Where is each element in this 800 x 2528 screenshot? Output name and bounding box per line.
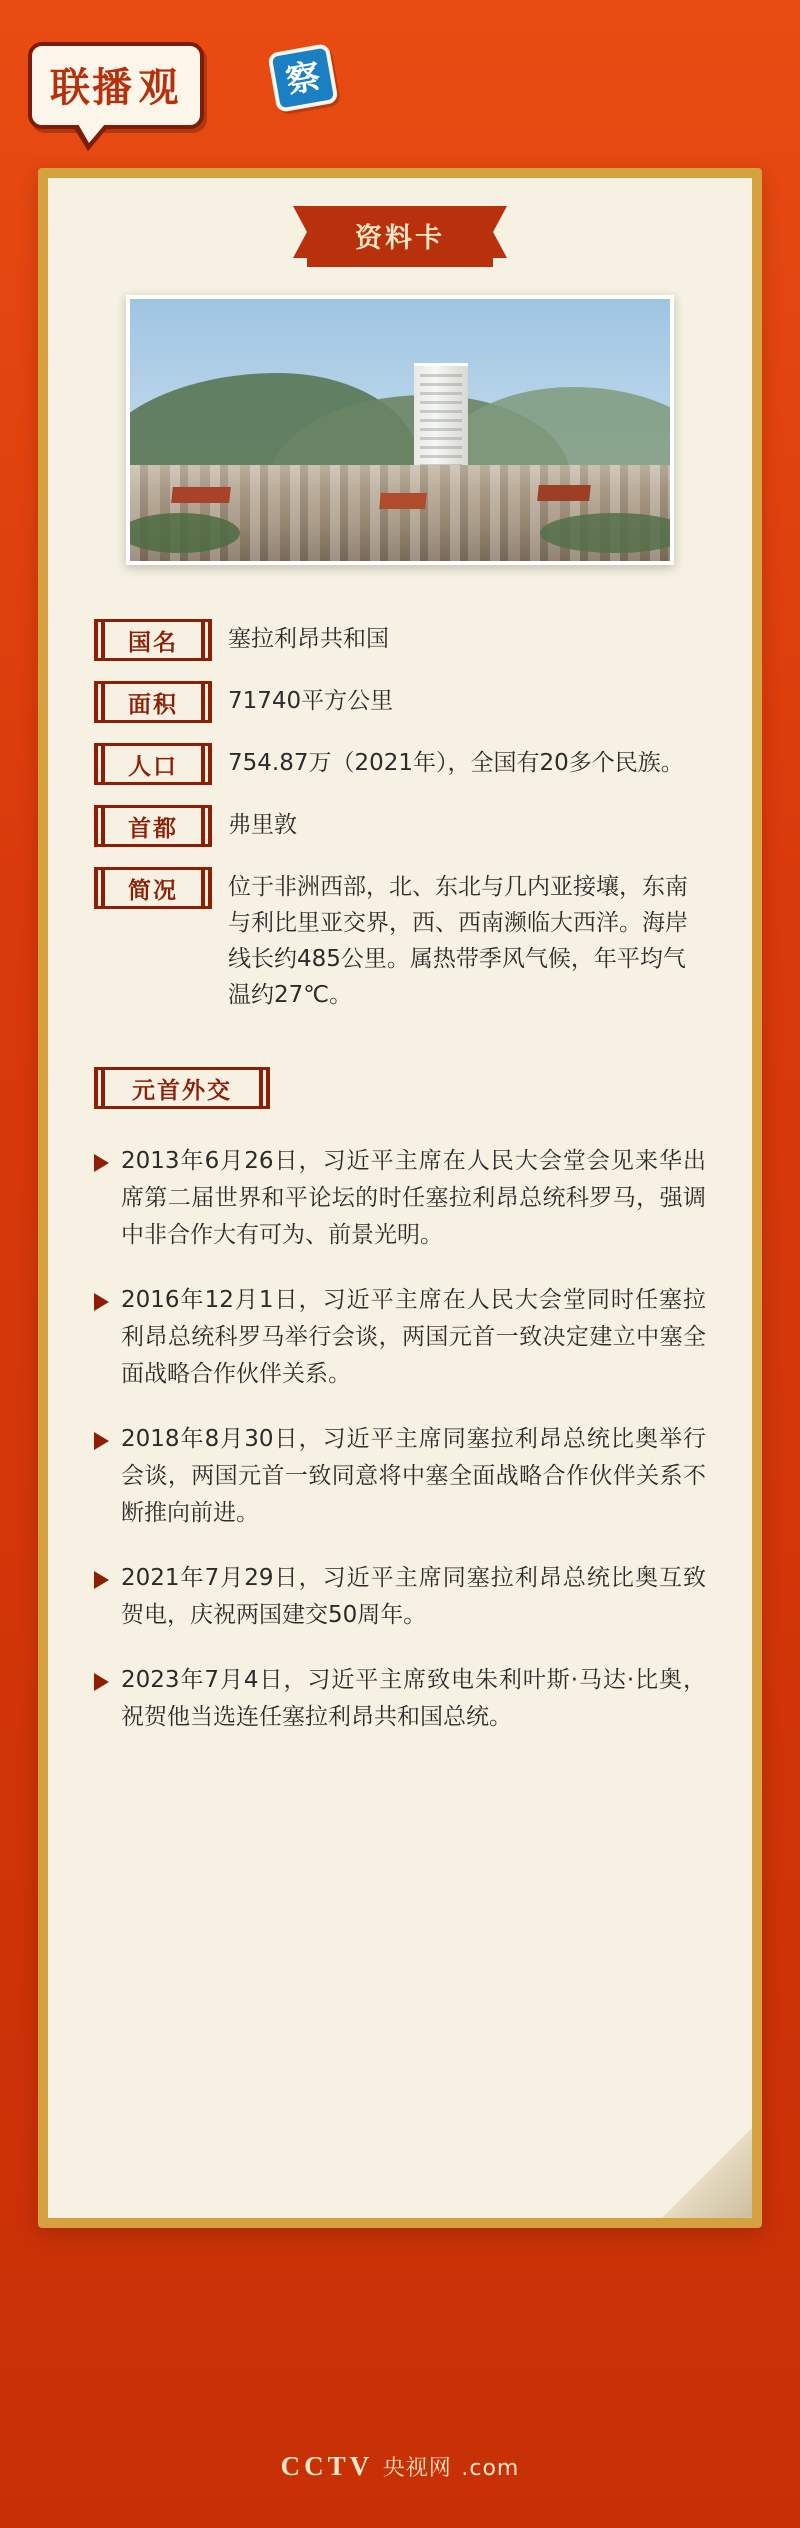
- info-value-country-name: 塞拉利昂共和国: [228, 626, 389, 652]
- info-card: [38, 168, 762, 2228]
- triangle-bullet-icon: [94, 1293, 109, 1311]
- info-row: [94, 867, 706, 1013]
- list-item-text: 2016年12月1日，习近平主席在人民大会堂同时任塞拉利昂总统科罗马举行会谈，两国元首一致决定建立中塞全面战略合作伙伴关系。: [121, 1287, 706, 1387]
- list-item: [94, 1560, 706, 1634]
- footer-com-text: .com: [461, 2456, 520, 2481]
- list-item-text: 2023年7月4日，习近平主席致电朱利叶斯·马达·比奥，祝贺他当选连任塞拉利昂共和国总统。: [121, 1667, 706, 1730]
- brand-logo-bubble: [28, 42, 204, 129]
- triangle-bullet-icon: [94, 1571, 109, 1589]
- page-fold-decoration: [662, 2128, 752, 2218]
- brand-logo-text: 联播: [50, 65, 134, 111]
- photo-red-roof-1: [171, 487, 231, 503]
- info-row: [94, 681, 706, 723]
- photo-red-roof-2: [379, 493, 427, 509]
- info-value-overview: 位于非洲西部，北、东北与几内亚接壤，东南与利比里亚交界，西、西南濒临大西洋。海岸线长约485公里。属热带季风气候，年平均气温约27℃。: [228, 874, 688, 1008]
- info-label-population: 人口: [94, 743, 212, 785]
- list-item: [94, 1282, 706, 1393]
- info-label-overview: 简况: [94, 867, 212, 909]
- section-title-head-of-state-diplomacy: 元首外交: [94, 1067, 270, 1109]
- info-label-capital: 首都: [94, 805, 212, 847]
- info-row: [94, 805, 706, 847]
- triangle-bullet-icon: [94, 1154, 109, 1172]
- footer-branding: [0, 2451, 800, 2482]
- list-item: [94, 1421, 706, 1532]
- list-item-text: 2018年8月30日，习近平主席同塞拉利昂总统比奥举行会谈，两国元首一致同意将中塞全面战略合作伙伴关系不断推向前进。: [121, 1426, 706, 1526]
- triangle-bullet-icon: [94, 1673, 109, 1691]
- footer-cctv-text: CCTV: [280, 2451, 374, 2481]
- info-value-capital: 弗里敦: [228, 812, 297, 838]
- info-card-body: [48, 178, 752, 2218]
- footer-cn-text: 央视网: [382, 2456, 452, 2481]
- section-title-profile: 资料卡: [307, 206, 493, 267]
- brand-logo: [28, 42, 328, 157]
- country-info-list: [94, 619, 706, 1013]
- brand-logo-text-2: 观: [138, 65, 181, 111]
- brand-logo-badge: 察: [267, 43, 338, 113]
- list-item-text: 2021年7月29日，习近平主席同塞拉利昂总统比奥互致贺电，庆祝两国建交50周年。: [121, 1565, 706, 1628]
- timeline-list: [94, 1143, 706, 1736]
- info-value-population: 754.87万（2021年），全国有20多个民族。: [228, 750, 684, 776]
- list-item: [94, 1143, 706, 1254]
- list-item-text: 2013年6月26日，习近平主席在人民大会堂会见来华出席第二届世界和平论坛的时任塞拉利昂总统科罗马，强调中非合作大有可为、前景光明。: [121, 1148, 706, 1248]
- triangle-bullet-icon: [94, 1432, 109, 1450]
- info-value-area: 71740平方公里: [228, 688, 394, 714]
- info-label-country-name: 国名: [94, 619, 212, 661]
- photo-red-roof-3: [537, 485, 591, 501]
- info-label-area: 面积: [94, 681, 212, 723]
- list-item: [94, 1662, 706, 1736]
- info-row: [94, 619, 706, 661]
- info-row: [94, 743, 706, 785]
- city-photo: [126, 295, 674, 565]
